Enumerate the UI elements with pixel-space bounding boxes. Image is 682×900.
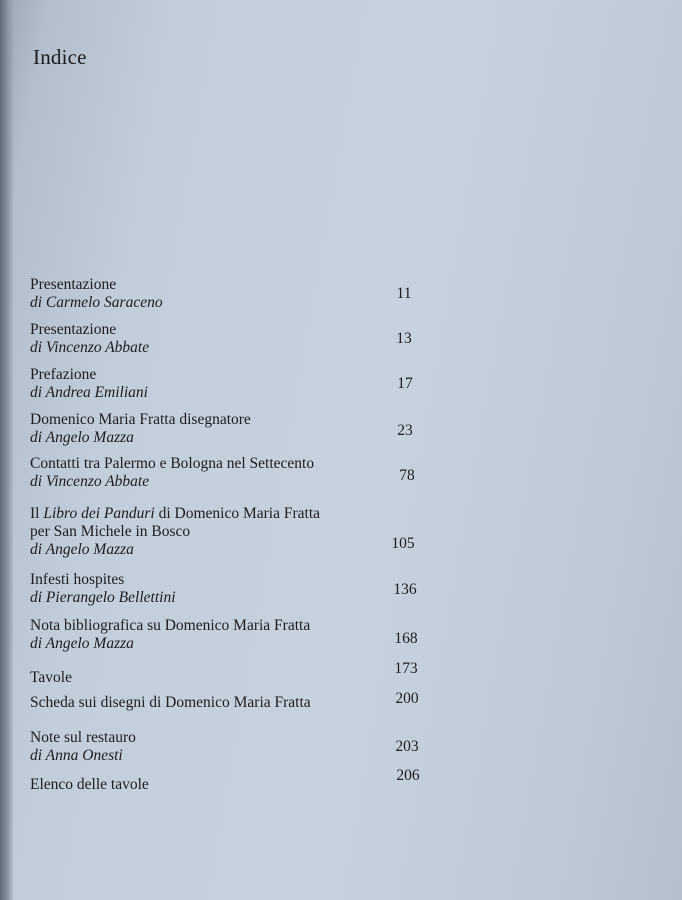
toc-entry-title: Tavole	[30, 669, 72, 686]
toc-entry	[30, 321, 430, 357]
toc-entry-title: Presentazione	[30, 276, 117, 293]
toc-entry-title: Scheda sui disegni di Domenico Maria Fratta	[30, 694, 311, 711]
toc-entry	[30, 729, 430, 765]
toc-entry-page: 136	[393, 581, 417, 598]
toc-entry-page: 173	[394, 660, 418, 677]
toc-entry-title: Elenco delle tavole	[30, 776, 149, 793]
toc-entry	[30, 669, 430, 687]
toc-entry-title: Prefazione	[30, 366, 97, 383]
toc-entry-author: di Andrea Emiliani	[30, 384, 148, 401]
toc-entry	[30, 276, 430, 312]
toc-entry-page: 168	[394, 630, 418, 647]
toc-entry-title-line2: per San Michele in Bosco	[30, 523, 191, 540]
toc-entry-page: 200	[395, 690, 419, 707]
toc-entry-title	[30, 505, 430, 523]
toc-entry-title: Infesti hospites	[30, 571, 125, 588]
toc-entry-page: 23	[397, 422, 413, 439]
toc-entry-author: di Vincenzo Abbate	[30, 339, 150, 356]
toc-entry	[30, 366, 430, 402]
toc-entry-title-part: Il	[30, 505, 44, 522]
toc-entry-page: 203	[395, 738, 419, 755]
toc-entry-title: Nota bibliografica su Domenico Maria Fratta	[30, 617, 311, 634]
toc-entry-title-part: di Domenico Maria Fratta	[154, 505, 321, 522]
toc-entry-author: di Angelo Mazza	[30, 429, 134, 446]
toc-entry-title: Domenico Maria Fratta disegnatore	[30, 411, 251, 428]
toc-entry-page: 105	[391, 535, 415, 552]
toc-entry-page: 13	[396, 330, 412, 347]
toc-entry-title: Presentazione	[30, 321, 117, 338]
toc-entry-page: 206	[396, 767, 420, 784]
toc-entry	[30, 455, 430, 491]
toc-entry-author: di Anna Onesti	[30, 747, 123, 764]
toc-entry	[30, 505, 430, 559]
toc-entry-author: di Angelo Mazza	[30, 541, 134, 558]
index-heading: Indice	[33, 45, 87, 69]
toc-entry	[30, 411, 430, 447]
toc-entry-title: Contatti tra Palermo e Bologna nel Settecento	[30, 455, 315, 472]
toc-entry	[30, 617, 430, 653]
toc-entry	[30, 571, 430, 607]
toc-entry	[30, 694, 430, 712]
toc-entry-author: di Angelo Mazza	[30, 635, 134, 652]
toc-entry-author: di Carmelo Saraceno	[30, 294, 163, 311]
toc-entry-page: 11	[396, 285, 412, 302]
toc-entry-author: di Pierangelo Bellettini	[30, 589, 176, 606]
toc-entry-title: Note sul restauro	[30, 729, 136, 746]
toc-entry-page: 78	[399, 467, 415, 484]
toc-entry-author: di Vincenzo Abbate	[30, 473, 150, 490]
toc-entry-title-italic: Libro dei Panduri	[43, 505, 155, 522]
toc-entry-page: 17	[397, 375, 413, 392]
toc-entry	[30, 776, 430, 794]
